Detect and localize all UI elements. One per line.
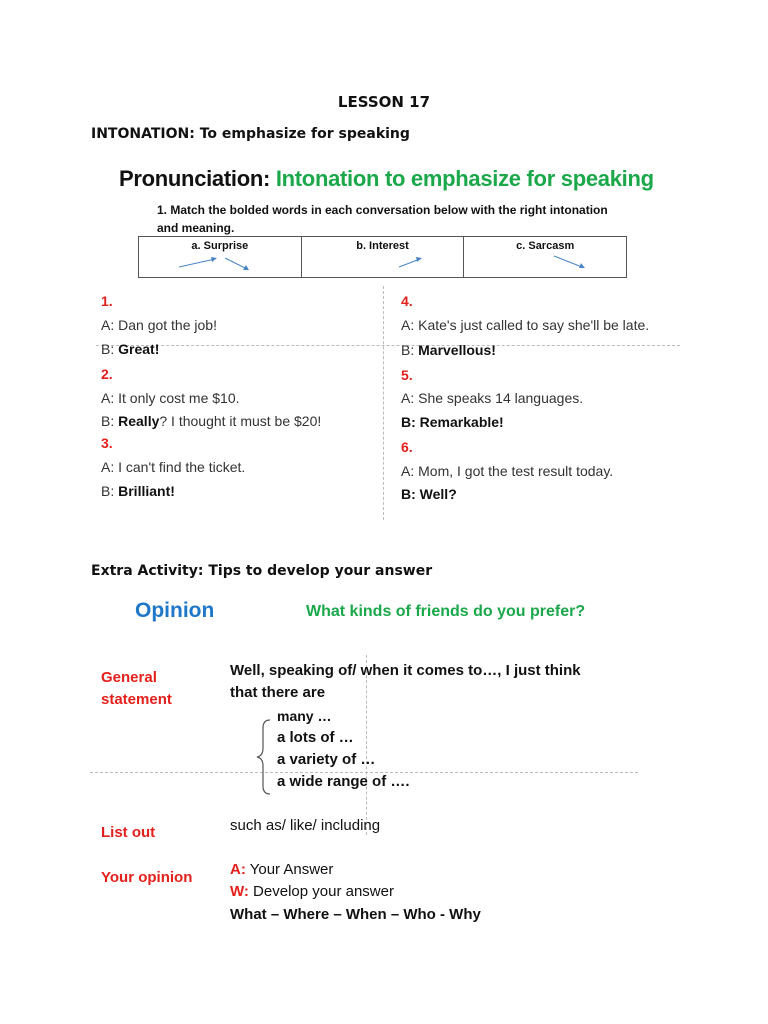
- lesson-title: LESSON 17: [337, 93, 431, 111]
- pronunciation-title-green: Intonation to emphasize for speaking: [275, 166, 654, 191]
- conversation-number: 6.: [401, 439, 413, 455]
- table-header-interest: b. Interest: [356, 240, 409, 252]
- conversation-line-b: B: Well?: [401, 486, 457, 502]
- fall-arrow-icon: [464, 237, 626, 279]
- rise-fall-arrow-icon: [139, 237, 294, 279]
- curly-brace-icon: [255, 716, 275, 798]
- list-label: List out: [101, 824, 156, 841]
- wh-questions-line: What – Where – When – Who - Why: [230, 906, 481, 923]
- develop-line: W: Develop your answer: [230, 883, 394, 900]
- option-item: many …: [277, 708, 332, 724]
- table-header-sarcasm: c. Sarcasm: [516, 240, 575, 252]
- intonation-table: [138, 236, 627, 278]
- option-item: a lots of …: [277, 729, 354, 746]
- conversation-number: 3.: [101, 435, 113, 451]
- conversation-line-b: B: Remarkable!: [401, 414, 504, 430]
- conversation-line-a: A: I can't find the ticket.: [101, 459, 246, 475]
- conversation-number: 4.: [401, 293, 413, 309]
- conversation-line-b: B: Brilliant!: [101, 483, 175, 499]
- option-item: a variety of …: [277, 751, 376, 768]
- conversation-line-b: B: Really? I thought it must be $20!: [101, 413, 322, 429]
- conversation-line-a: A: Dan got the job!: [101, 317, 217, 333]
- conversation-line-a: A: Kate's just called to say she'll be late.: [401, 317, 650, 333]
- general-text-line-2: that there are: [230, 684, 326, 701]
- answer-line: A: Your Answer: [230, 861, 334, 878]
- conversation-line-a: A: It only cost me $10.: [101, 390, 240, 406]
- table-cell-interest: [302, 237, 465, 277]
- conversation-number: 2.: [101, 366, 113, 382]
- table-cell-sarcasm: [464, 237, 626, 277]
- general-label-line-2: statement: [101, 691, 172, 708]
- opinion-question: What kinds of friends do you prefer?: [306, 603, 586, 620]
- rise-arrow-icon: [302, 237, 472, 279]
- conversation-line-b: B: Marvellous!: [401, 342, 496, 358]
- section-heading-extra-activity: Extra Activity: Tips to develop your answer: [91, 563, 433, 579]
- conversation-number: 1.: [101, 293, 113, 309]
- opinion-title: Opinion: [135, 599, 215, 622]
- general-text-line-1: Well, speaking of/ when it comes to…, I just think: [230, 662, 581, 679]
- pronunciation-title: [119, 166, 654, 192]
- conversation-line-a: A: She speaks 14 languages.: [401, 390, 584, 406]
- your-opinion-label: Your opinion: [101, 869, 193, 886]
- divider-vertical: [366, 655, 367, 835]
- table-header-surprise: a. Surprise: [191, 240, 249, 252]
- instruction-text: 1. Match the bolded words in each conversation below with the right intonation and meaning.: [157, 203, 608, 235]
- general-label-line-1: General: [101, 669, 157, 686]
- conversation-number: 5.: [401, 367, 413, 383]
- pronunciation-title-prefix: Pronunciation:: [119, 166, 271, 191]
- list-text: such as/ like/ including: [230, 817, 381, 834]
- divider-horizontal: [96, 345, 680, 346]
- divider-vertical: [383, 286, 384, 520]
- section-heading-intonation: INTONATION: To emphasize for speaking: [91, 126, 410, 142]
- conversation-line-b: B: Great!: [101, 341, 160, 357]
- conversation-line-a: A: Mom, I got the test result today.: [401, 463, 614, 479]
- table-cell-surprise: [139, 237, 302, 277]
- option-item: a wide range of ….: [277, 773, 410, 790]
